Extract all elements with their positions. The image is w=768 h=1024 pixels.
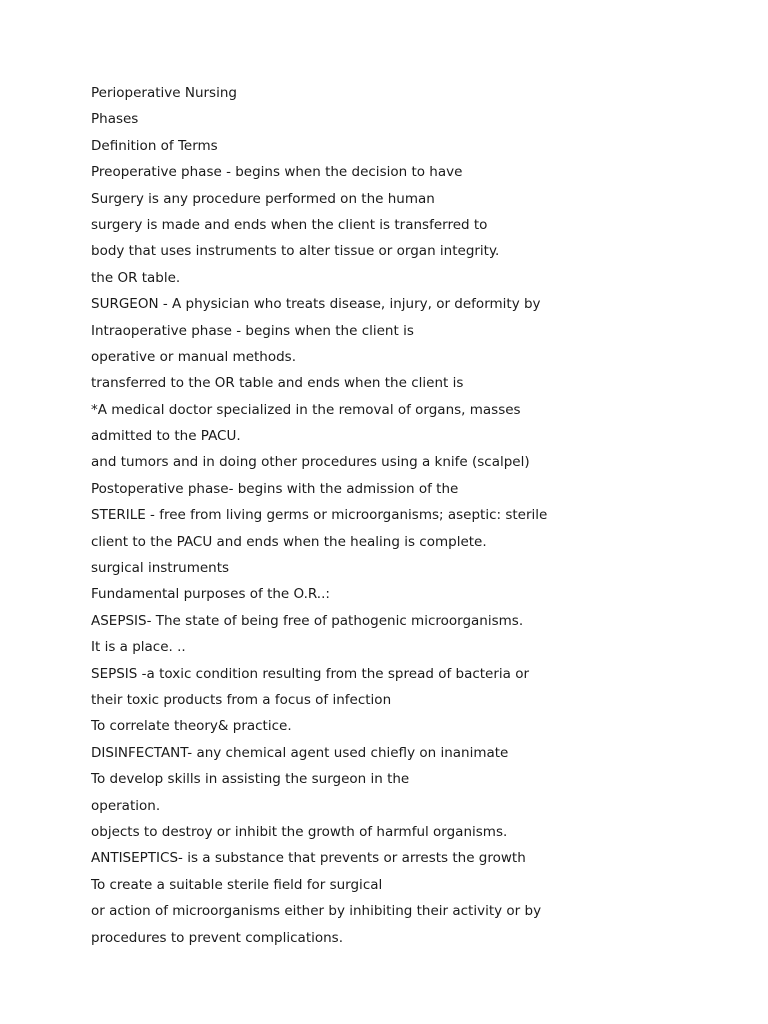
document-line: ANTISEPTICS- is a substance that prevents or arrests the growth: [91, 850, 526, 867]
document-line: To develop skills in assisting the surgeon in the: [91, 771, 410, 788]
document-line: Phases: [91, 111, 139, 128]
document-line: SEPSIS -a toxic condition resulting from the spread of bacteria or: [91, 665, 530, 682]
document-line: procedures to prevent complications.: [91, 929, 344, 946]
document-line: Perioperative Nursing: [91, 85, 237, 101]
document-line: Definition of Terms: [91, 137, 218, 154]
document-body: [91, 80, 731, 951]
document-line: or action of microorganisms either by inhibiting their activity or by: [91, 903, 542, 920]
document-line: Intraoperative phase - begins when the client is: [91, 322, 414, 339]
document-line: operative or manual methods.: [91, 348, 296, 365]
document-line: the OR table.: [91, 269, 181, 286]
document-line: surgery is made and ends when the client is transferred to: [91, 216, 488, 233]
document-line: STERILE - free from living germs or microorganisms; aseptic: sterile: [91, 507, 548, 524]
document-line: DISINFECTANT- any chemical agent used chiefly on inanimate: [91, 744, 509, 761]
document-line: Fundamental purposes of the O.R..:: [91, 586, 330, 603]
document-line: Postoperative phase- begins with the admission of the: [91, 480, 459, 497]
document-line: surgical instruments: [91, 560, 230, 577]
document-line: To correlate theory& practice.: [91, 718, 292, 735]
document-line: their toxic products from a focus of infection: [91, 691, 392, 708]
document-line: ASEPSIS- The state of being free of pathogenic microorganisms.: [91, 612, 524, 629]
document-line: transferred to the OR table and ends when the client is: [91, 375, 464, 392]
document-line: *A medical doctor specialized in the removal of organs, masses: [91, 401, 521, 418]
document-line: and tumors and in doing other procedures using a knife (scalpel): [91, 454, 530, 471]
document-line: To create a suitable sterile field for surgical: [91, 876, 383, 893]
document-line: admitted to the PACU.: [91, 428, 241, 445]
document-line: body that uses instruments to alter tissue or organ integrity.: [91, 243, 500, 260]
document-line: client to the PACU and ends when the healing is complete.: [91, 533, 487, 550]
document-line: SURGEON - A physician who treats disease, injury, or deformity by: [91, 296, 541, 313]
document-line: operation.: [91, 797, 161, 814]
document-line: It is a place. ..: [91, 639, 186, 656]
document-line: Preoperative phase - begins when the decision to have: [91, 164, 463, 181]
document-line: Surgery is any procedure performed on the human: [91, 190, 435, 207]
document-line: objects to destroy or inhibit the growth of harmful organisms.: [91, 823, 508, 840]
